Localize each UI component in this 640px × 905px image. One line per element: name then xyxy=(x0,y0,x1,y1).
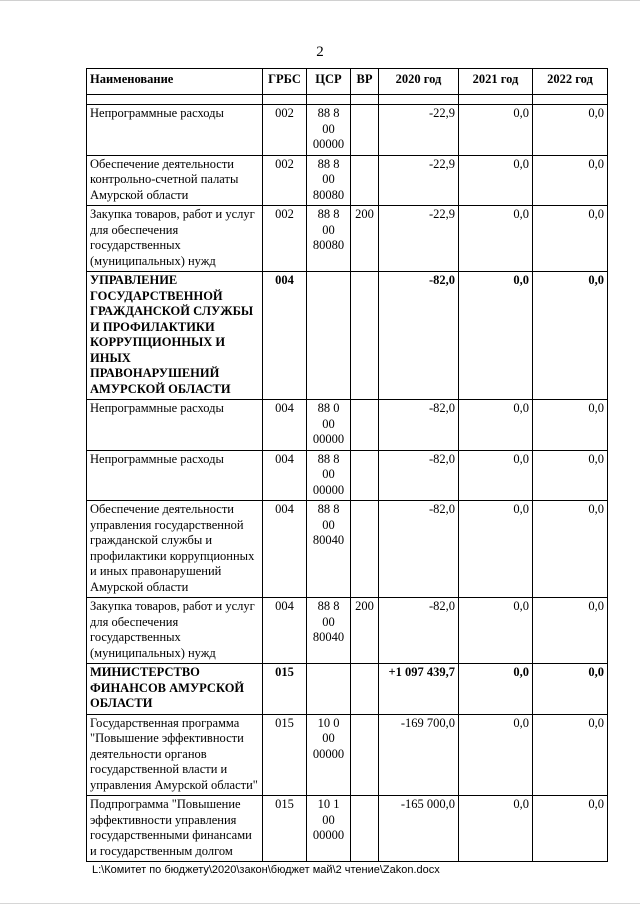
table-header-row xyxy=(87,69,608,95)
cell-vr xyxy=(351,664,379,715)
cell-2022: 0,0 xyxy=(533,450,608,501)
cell-csr: 88 8 00 00000 xyxy=(307,105,351,156)
cell-csr: 88 8 00 80080 xyxy=(307,206,351,272)
table-row xyxy=(87,450,608,501)
cell-name: Закупка товаров, работ и услуг для обеспечения государственных (муниципальных) нужд xyxy=(87,206,263,272)
cell-vr xyxy=(351,450,379,501)
cell-vr xyxy=(351,714,379,796)
header-2021: 2021 год xyxy=(459,69,533,95)
cell-grbs: 004 xyxy=(263,400,307,451)
cell-2022: 0,0 xyxy=(533,155,608,206)
cell-2020: -22,9 xyxy=(379,105,459,156)
header-2020: 2020 год xyxy=(379,69,459,95)
table-row xyxy=(87,400,608,451)
cell-vr xyxy=(351,272,379,400)
cell-2021: 0,0 xyxy=(459,206,533,272)
cell-grbs: 015 xyxy=(263,796,307,862)
cell-grbs: 004 xyxy=(263,598,307,664)
cell-vr xyxy=(351,155,379,206)
cell-vr xyxy=(351,501,379,598)
scan-artifact-line xyxy=(0,903,640,904)
cell-2020: -82,0 xyxy=(379,272,459,400)
cell-2022: 0,0 xyxy=(533,598,608,664)
page-number: 2 xyxy=(316,44,324,60)
cell-2022: 0,0 xyxy=(533,272,608,400)
cell-name: Непрограммные расходы xyxy=(87,105,263,156)
scan-artifact-line xyxy=(0,0,640,1)
cell-2022: 0,0 xyxy=(533,664,608,715)
cell-2020: -165 000,0 xyxy=(379,796,459,862)
cell-2021: 0,0 xyxy=(459,400,533,451)
spacer-row xyxy=(87,95,608,105)
cell-2020: -22,9 xyxy=(379,155,459,206)
cell-2021: 0,0 xyxy=(459,450,533,501)
table-row xyxy=(87,664,608,715)
cell-2020: -82,0 xyxy=(379,450,459,501)
cell-csr: 10 1 00 00000 xyxy=(307,796,351,862)
cell-2020: +1 097 439,7 xyxy=(379,664,459,715)
header-csr: ЦСР xyxy=(307,69,351,95)
cell-name: Государственная программа "Повышение эффективности деятельности органов государственной власти и управления Амурской области" xyxy=(87,714,263,796)
cell-grbs: 002 xyxy=(263,155,307,206)
cell-csr: 88 8 00 00000 xyxy=(307,450,351,501)
table-row xyxy=(87,105,608,156)
cell-name: Непрограммные расходы xyxy=(87,450,263,501)
cell-grbs: 004 xyxy=(263,272,307,400)
table-row xyxy=(87,714,608,796)
cell-2022: 0,0 xyxy=(533,714,608,796)
cell-2021: 0,0 xyxy=(459,714,533,796)
cell-grbs: 015 xyxy=(263,664,307,715)
cell-2021: 0,0 xyxy=(459,664,533,715)
budget-table xyxy=(86,68,608,862)
cell-csr xyxy=(307,664,351,715)
cell-2020: -82,0 xyxy=(379,598,459,664)
footer-file-path: L:\Комитет по бюджету\2020\закон\бюджет май\2 чтение\Zakon.docx xyxy=(92,864,440,876)
cell-grbs: 002 xyxy=(263,105,307,156)
header-vr: ВР xyxy=(351,69,379,95)
cell-grbs: 004 xyxy=(263,450,307,501)
cell-2020: -82,0 xyxy=(379,400,459,451)
cell-csr: 88 8 00 80080 xyxy=(307,155,351,206)
cell-grbs: 002 xyxy=(263,206,307,272)
cell-2021: 0,0 xyxy=(459,155,533,206)
cell-2022: 0,0 xyxy=(533,501,608,598)
cell-2021: 0,0 xyxy=(459,796,533,862)
cell-2021: 0,0 xyxy=(459,501,533,598)
cell-csr: 10 0 00 00000 xyxy=(307,714,351,796)
cell-vr: 200 xyxy=(351,206,379,272)
header-name: Наименование xyxy=(87,69,263,95)
cell-csr xyxy=(307,272,351,400)
cell-2022: 0,0 xyxy=(533,105,608,156)
cell-vr xyxy=(351,796,379,862)
cell-vr: 200 xyxy=(351,598,379,664)
table-row xyxy=(87,796,608,862)
cell-2022: 0,0 xyxy=(533,206,608,272)
table-row xyxy=(87,501,608,598)
cell-2022: 0,0 xyxy=(533,400,608,451)
cell-csr: 88 8 00 80040 xyxy=(307,501,351,598)
cell-name: Закупка товаров, работ и услуг для обеспечения государственных (муниципальных) нужд xyxy=(87,598,263,664)
table-row xyxy=(87,272,608,400)
cell-name: Обеспечение деятельности контрольно-счетной палаты Амурской области xyxy=(87,155,263,206)
cell-2020: -82,0 xyxy=(379,501,459,598)
cell-name: МИНИСТЕРСТВО ФИНАНСОВ АМУРСКОЙ ОБЛАСТИ xyxy=(87,664,263,715)
cell-vr xyxy=(351,400,379,451)
cell-2021: 0,0 xyxy=(459,105,533,156)
table-row xyxy=(87,155,608,206)
cell-grbs: 015 xyxy=(263,714,307,796)
cell-csr: 88 8 00 80040 xyxy=(307,598,351,664)
table-row xyxy=(87,598,608,664)
header-grbs: ГРБС xyxy=(263,69,307,95)
table-row xyxy=(87,206,608,272)
cell-name: Подпрограмма "Повышение эффективности управления государственными финансами и государственным долгом xyxy=(87,796,263,862)
cell-2021: 0,0 xyxy=(459,598,533,664)
cell-2021: 0,0 xyxy=(459,272,533,400)
cell-2020: -22,9 xyxy=(379,206,459,272)
cell-name: Обеспечение деятельности управления государственной гражданской службы и профилактики коррупционных и иных правонарушений Амурской области xyxy=(87,501,263,598)
header-2022: 2022 год xyxy=(533,69,608,95)
table-body xyxy=(87,95,608,862)
cell-grbs: 004 xyxy=(263,501,307,598)
cell-name: Непрограммные расходы xyxy=(87,400,263,451)
cell-vr xyxy=(351,105,379,156)
cell-csr: 88 0 00 00000 xyxy=(307,400,351,451)
cell-name: УПРАВЛЕНИЕ ГОСУДАРСТВЕННОЙ ГРАЖДАНСКОЙ СЛУЖБЫ И ПРОФИЛАКТИКИ КОРРУПЦИОННЫХ И ИНЫХ ПРАВОНАРУШЕНИЙ АМУРСКОЙ ОБЛАСТИ xyxy=(87,272,263,400)
cell-2022: 0,0 xyxy=(533,796,608,862)
cell-2020: -169 700,0 xyxy=(379,714,459,796)
